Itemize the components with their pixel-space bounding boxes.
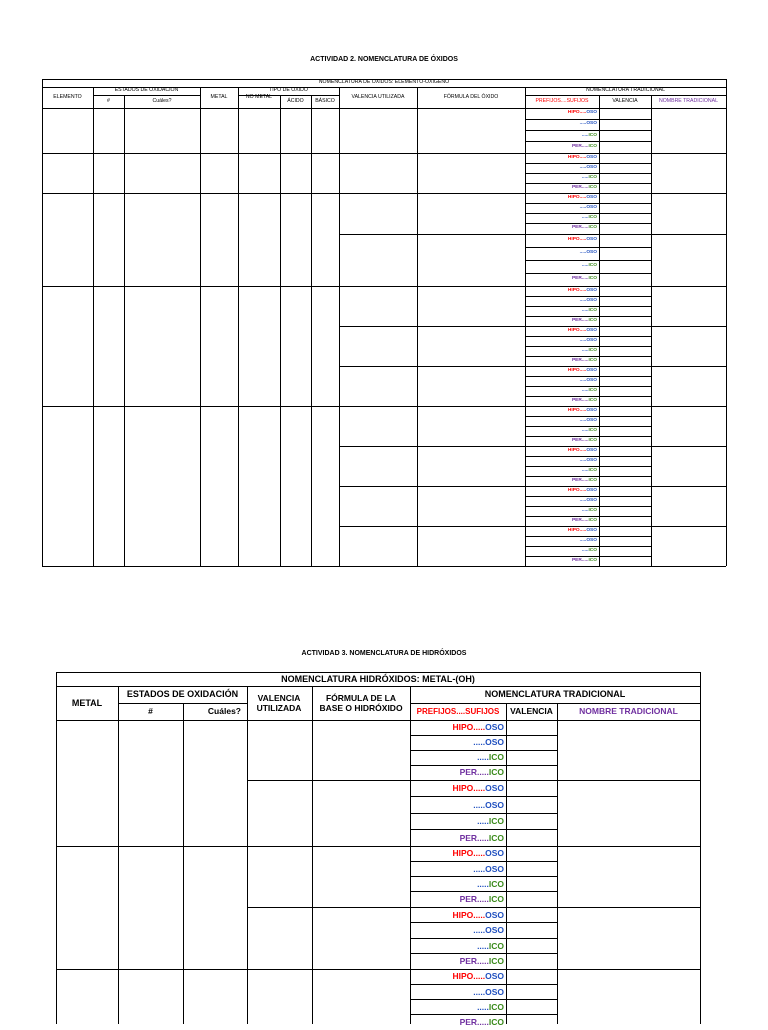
header-nomenclatura: NOMENCLATURA TRADICIONAL xyxy=(585,87,666,94)
suffix-label: PER..... ICO xyxy=(571,357,597,363)
suffix-label: ..... OSO xyxy=(579,417,597,423)
header-metal: METAL xyxy=(71,697,103,708)
suffix-label: PER..... ICO xyxy=(459,832,504,843)
header-num: # xyxy=(107,97,110,104)
suffix-label: ..... ICO xyxy=(581,547,597,553)
header-estados: ESTADOS DE OXIDACIÓN xyxy=(114,87,179,94)
grid-line xyxy=(118,686,119,1024)
grid-line xyxy=(42,193,726,194)
suffix-label: ..... ICO xyxy=(581,507,597,513)
suffix-label: ..... ICO xyxy=(477,940,504,951)
suffix-label: PER..... ICO xyxy=(459,1017,504,1028)
suffix-label: HIPO..... OSO xyxy=(567,407,597,413)
header-valencia: VALENCIA xyxy=(612,97,638,104)
suffix-label: ..... OSO xyxy=(473,799,504,810)
suffix-label: ..... OSO xyxy=(473,737,504,748)
suffix-label: HIPO..... OSO xyxy=(567,367,597,373)
suffix-label: PER..... ICO xyxy=(571,143,597,149)
header-prefijos: PREFIJOS....SUFIJOS xyxy=(416,706,500,716)
suffix-label: ..... OSO xyxy=(579,164,597,170)
suffix-label: ..... OSO xyxy=(579,204,597,210)
suffix-label: HIPO..... OSO xyxy=(567,327,597,333)
grid-line xyxy=(42,153,726,154)
grid-line xyxy=(183,703,184,1024)
grid-line xyxy=(339,87,340,566)
suffix-label: HIPO..... OSO xyxy=(567,447,597,453)
grid-line xyxy=(238,87,239,566)
header-estados: ESTADOS DE OXIDACIÓN xyxy=(126,689,239,699)
table-title: NOMENCLATURA HIDRÓXIDOS: METAL-(OH) xyxy=(281,673,475,684)
grid-line xyxy=(312,686,313,1024)
header-cuales: Cuáles? xyxy=(152,97,172,104)
suffix-label: HIPO..... OSO xyxy=(567,287,597,293)
header-basico: BÁSICO xyxy=(315,97,335,104)
grid-line xyxy=(417,87,418,566)
table-title: NOMENCLATURA DE ÓXIDOS: ELEMENTO-OXÍGENO xyxy=(318,79,450,86)
suffix-label: ..... ICO xyxy=(581,215,597,221)
suffix-label: ..... ICO xyxy=(581,174,597,180)
suffix-label: ..... OSO xyxy=(473,925,504,935)
suffix-label: ..... ICO xyxy=(477,878,504,889)
header-nombre: NOMBRE TRADICIONAL xyxy=(659,97,718,104)
grid-line xyxy=(56,672,57,1024)
header-formula: FÓRMULA DE LA BASE O HIDRÓXIDO xyxy=(319,692,403,713)
grid-line xyxy=(247,686,248,1024)
grid-line xyxy=(700,672,701,1024)
grid-line xyxy=(557,703,558,1024)
suffix-label: HIPO..... OSO xyxy=(567,154,597,160)
suffix-label: PER..... ICO xyxy=(459,894,504,905)
suffix-label: ..... ICO xyxy=(581,427,597,433)
suffix-label: PER..... ICO xyxy=(571,225,597,231)
suffix-label: PER..... ICO xyxy=(459,767,504,778)
header-elemento: ELEMENTO xyxy=(53,93,82,100)
activity-2-title: ACTIVIDAD 2. NOMENCLATURA DE ÓXIDOS xyxy=(310,56,458,63)
suffix-label: ..... OSO xyxy=(579,297,597,303)
suffix-label: PER..... ICO xyxy=(571,437,597,443)
suffix-label: HIPO..... OSO xyxy=(567,110,597,116)
header-nomenclatura: NOMENCLATURA TRADICIONAL xyxy=(484,689,626,699)
suffix-label: HIPO..... OSO xyxy=(452,971,504,982)
suffix-label: ..... OSO xyxy=(579,250,597,256)
header-metal: METAL xyxy=(210,93,228,100)
suffix-label: PER..... ICO xyxy=(571,517,597,523)
suffix-label: HIPO..... OSO xyxy=(452,783,504,793)
suffix-label: HIPO..... OSO xyxy=(567,527,597,533)
activity-3-title: ACTIVIDAD 3. NOMENCLATURA DE HIDRÓXIDOS xyxy=(301,650,467,657)
grid-line xyxy=(124,95,125,566)
suffix-label: HIPO..... OSO xyxy=(452,848,504,859)
header-acido: ÁCIDO xyxy=(287,97,304,104)
grid-line xyxy=(200,87,201,566)
grid-line xyxy=(42,286,726,287)
suffix-label: ..... ICO xyxy=(581,467,597,473)
header-valencia-utilizada: VALENCIA UTILIZADA xyxy=(256,692,302,713)
suffix-label: ..... OSO xyxy=(579,497,597,503)
grid-line xyxy=(56,846,700,847)
suffix-label: ..... OSO xyxy=(473,863,504,874)
header-prefijos: PREFIJOS....SUFIJOS xyxy=(535,97,589,104)
grid-line xyxy=(506,703,507,1024)
suffix-label: ..... OSO xyxy=(473,986,504,997)
suffix-label: ..... ICO xyxy=(477,1001,504,1012)
suffix-label: PER..... ICO xyxy=(571,477,597,483)
suffix-label: ..... ICO xyxy=(581,307,597,313)
suffix-label: HIPO..... OSO xyxy=(567,487,597,493)
header-cuales: Cuáles? xyxy=(207,706,241,717)
suffix-label: ..... OSO xyxy=(579,457,597,463)
suffix-label: PER..... ICO xyxy=(571,557,597,563)
grid-line xyxy=(42,406,726,407)
suffix-label: HIPO..... OSO xyxy=(452,909,504,920)
suffix-label: PER..... ICO xyxy=(571,276,597,282)
suffix-label: ..... OSO xyxy=(579,377,597,383)
header-nombre: NOMBRE TRADICIONAL xyxy=(579,706,678,717)
header-nometal: NO METAL xyxy=(245,93,273,100)
suffix-label: ..... OSO xyxy=(579,121,597,127)
header-formula: FÓRMULA DEL ÓXIDO xyxy=(443,93,499,100)
header-tipo: TIPO DE ÓXIDO xyxy=(269,87,308,94)
grid-line xyxy=(42,566,726,567)
suffix-label: PER..... ICO xyxy=(571,397,597,403)
suffix-label: PER..... ICO xyxy=(571,184,597,190)
header-num: # xyxy=(148,706,153,717)
suffix-label: ..... ICO xyxy=(477,752,504,763)
header-valencia-utilizada: VALENCIA UTILIZADA xyxy=(351,93,405,100)
suffix-label: ..... ICO xyxy=(581,132,597,138)
suffix-label: HIPO..... OSO xyxy=(567,194,597,200)
suffix-label: ..... ICO xyxy=(581,347,597,353)
grid-line xyxy=(280,95,281,566)
suffix-label: HIPO..... OSO xyxy=(452,722,504,733)
suffix-label: PER..... ICO xyxy=(459,956,504,966)
grid-line xyxy=(56,969,700,970)
suffix-label: HIPO..... OSO xyxy=(567,237,597,243)
suffix-label: ..... OSO xyxy=(579,537,597,543)
header-valencia: VALENCIA xyxy=(510,706,553,717)
suffix-label: PER..... ICO xyxy=(571,317,597,323)
grid-line xyxy=(93,87,94,566)
suffix-label: ..... ICO xyxy=(581,387,597,393)
grid-line xyxy=(311,95,312,566)
suffix-label: ..... OSO xyxy=(579,337,597,343)
suffix-label: ..... ICO xyxy=(581,263,597,269)
suffix-label: ..... ICO xyxy=(477,816,504,826)
